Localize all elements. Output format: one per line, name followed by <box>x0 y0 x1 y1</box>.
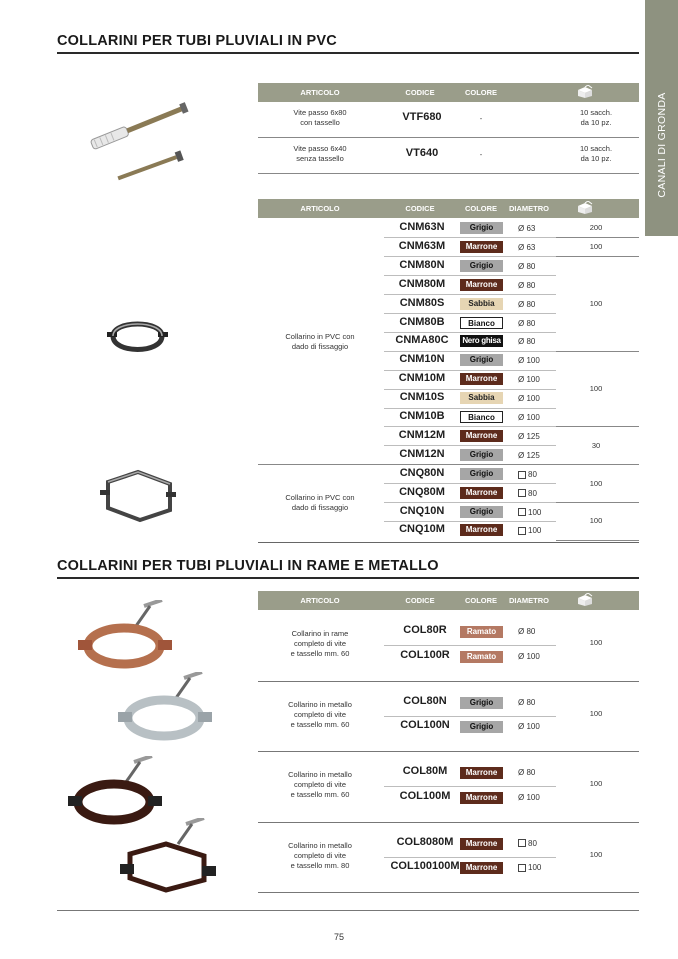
row-divider <box>258 681 639 682</box>
diameter-cell <box>518 508 541 517</box>
diameter-cell: Ø 63 <box>518 224 536 233</box>
table-header <box>258 591 639 610</box>
square-symbol <box>518 839 526 847</box>
color-badge: Marrone <box>460 279 503 291</box>
row-divider <box>384 275 556 276</box>
diameter-cell: Ø 80 <box>518 318 536 328</box>
package-qty: 100 <box>589 384 603 394</box>
row-divider <box>556 540 639 541</box>
qty-line: 10 sacch. <box>579 144 613 153</box>
row-divider <box>384 716 556 717</box>
desc-line: dado di fissaggio <box>291 341 349 351</box>
diameter-cell: Ø 100 <box>518 413 540 422</box>
square-symbol <box>518 489 526 497</box>
diameter-value: 100 <box>528 526 542 536</box>
diameter-cell: Ø 80 <box>518 299 536 309</box>
row-divider <box>384 408 556 409</box>
diameter-value: 80 <box>528 838 537 848</box>
row-divider <box>258 822 639 823</box>
diameter-cell: Ø 80 <box>518 768 536 777</box>
row-divider <box>384 237 556 238</box>
row-divider <box>556 502 639 503</box>
color-badge: Marrone <box>460 862 503 874</box>
table-header <box>258 83 639 102</box>
diameter-cell: Ø 80 <box>518 337 536 347</box>
desc-line: e tassello mm. 60 <box>290 719 350 729</box>
diameter-cell: Ø 100 <box>518 722 540 731</box>
diameter-cell: Ø 80 <box>518 627 536 636</box>
product-code: CNQ80M <box>399 485 445 498</box>
color-badge: Grigio <box>460 260 503 272</box>
package-qty <box>556 144 636 164</box>
row-divider <box>384 256 556 257</box>
diameter-cell: Ø 63 <box>518 242 536 252</box>
product-code: CNM80B <box>399 315 445 328</box>
desc-line: completo di vite <box>293 639 347 648</box>
box-icon <box>576 85 594 101</box>
brown-square-metal-collar-image <box>120 818 220 898</box>
package-qty: 100 <box>589 849 603 859</box>
row-divider <box>384 351 556 352</box>
box-icon <box>576 593 594 609</box>
qty-line: da 10 pz. <box>580 118 612 127</box>
row-divider <box>556 351 639 352</box>
header-colore: COLORE <box>464 204 498 213</box>
product-code: CNMA80C <box>395 334 449 347</box>
row-divider <box>258 137 639 138</box>
color-badge: Grigio <box>460 222 503 234</box>
product-code: CNM80M <box>398 277 446 290</box>
footer-rule <box>57 910 639 911</box>
color-badge: Bianco <box>460 317 503 329</box>
row-divider <box>258 892 639 893</box>
row-divider <box>384 521 556 522</box>
product-code: CNM10B <box>399 410 445 422</box>
desc-line: senza tassello <box>296 154 344 163</box>
diameter-cell <box>518 489 537 498</box>
product-code: COL100100M <box>390 860 460 872</box>
row-divider <box>258 173 639 174</box>
page-number: 75 <box>333 932 344 942</box>
row-divider <box>384 786 556 787</box>
row-divider <box>384 502 556 503</box>
box-icon <box>576 201 594 217</box>
diameter-cell <box>518 470 537 479</box>
product-code: COL80N <box>403 694 447 707</box>
header-codice: CODICE <box>405 596 435 605</box>
row-divider <box>384 445 556 446</box>
color-badge: Grigio <box>460 506 503 518</box>
group-description <box>258 332 382 352</box>
row-divider <box>556 256 639 257</box>
package-qty <box>556 108 636 128</box>
product-code: CNM10N <box>399 353 445 366</box>
row-divider <box>384 426 556 427</box>
product-code: CNM10S <box>399 391 445 404</box>
color-badge: Marrone <box>460 524 503 536</box>
package-qty: 100 <box>589 516 603 526</box>
row-divider <box>258 751 639 752</box>
header-diametro: DIAMETRO <box>509 204 549 213</box>
square-symbol <box>518 527 526 535</box>
diameter-cell: Ø 100 <box>518 356 540 366</box>
header-codice: CODICE <box>405 204 435 213</box>
article-description <box>258 144 382 164</box>
group-description <box>258 629 382 659</box>
row-divider <box>384 645 556 646</box>
header-colore: COLORE <box>464 596 498 605</box>
product-code: CNQ10M <box>399 523 445 536</box>
color-badge: Marrone <box>460 430 503 442</box>
section-title-pvc: COLLARINI PER TUBI PLUVIALI IN PVC <box>57 33 337 49</box>
diameter-cell: Ø 100 <box>518 651 540 661</box>
desc-line: Collarino in rame <box>291 629 349 638</box>
section-title-metal: COLLARINI PER TUBI PLUVIALI IN RAME E METALLO <box>57 558 439 574</box>
color-badge: Sabbia <box>460 298 503 310</box>
color-badge: Sabbia <box>460 392 503 404</box>
copper-collar-image <box>78 600 178 680</box>
pvc-square-collar-image <box>98 464 178 526</box>
product-code: CNQ10N <box>399 504 445 517</box>
color-badge: Grigio <box>460 697 503 709</box>
desc-line: Vite passo 6x40 <box>293 144 347 153</box>
diameter-value: 100 <box>528 507 542 517</box>
qty-line: 10 sacch. <box>579 108 613 117</box>
row-divider <box>384 483 556 484</box>
side-tab-label: CANALI DI GRONDA <box>655 92 668 198</box>
row-divider <box>384 294 556 295</box>
article-description <box>258 108 382 128</box>
package-qty: 30 <box>591 440 601 450</box>
desc-line: e tassello mm. 80 <box>290 860 350 870</box>
package-qty: 100 <box>589 779 603 788</box>
color-badge: Marrone <box>460 241 503 253</box>
square-symbol <box>518 508 526 516</box>
desc-line: dado di fissaggio <box>291 502 349 512</box>
product-code: CNQ80N <box>399 466 445 479</box>
desc-line: e tassello mm. 60 <box>290 790 350 799</box>
group-description <box>258 841 382 871</box>
desc-line: e tassello mm. 60 <box>290 649 350 658</box>
package-qty: 100 <box>589 478 603 488</box>
diameter-value: 80 <box>528 488 537 498</box>
row-divider <box>384 313 556 314</box>
color-badge: Bianco <box>460 411 503 423</box>
row-divider <box>384 332 556 333</box>
color-badge: Ramato <box>460 651 503 663</box>
diameter-cell: Ø 100 <box>518 394 540 404</box>
diameter-cell: Ø 80 <box>518 280 536 290</box>
diameter-cell <box>518 863 541 872</box>
color-badge: Marrone <box>460 373 503 385</box>
section-rule <box>57 577 639 579</box>
product-code: COL100N <box>400 719 450 731</box>
product-code: CNM80S <box>399 296 445 309</box>
header-colore: COLORE <box>464 88 498 97</box>
diameter-value: 100 <box>528 863 542 872</box>
desc-line: completo di vite <box>293 850 347 860</box>
package-qty: 200 <box>589 223 603 233</box>
header-codice: CODICE <box>405 88 435 97</box>
group-description <box>258 493 382 513</box>
product-code: CNM12N <box>399 447 445 460</box>
desc-line: Collarino in PVC con <box>285 331 355 341</box>
pvc-round-collar-image <box>105 314 170 364</box>
desc-line: Vite passo 6x80 <box>293 108 347 117</box>
row-divider <box>556 426 639 427</box>
qty-line: da 10 pz. <box>580 154 612 163</box>
desc-line: Collarino in metallo <box>288 840 352 850</box>
package-qty: 100 <box>589 299 603 309</box>
desc-line: completo di vite <box>293 780 347 789</box>
product-code: COL100R <box>400 648 450 661</box>
color-badge: Grigio <box>460 721 503 733</box>
product-code: VTF680 <box>402 111 442 123</box>
header-articolo: ARTICOLO <box>300 204 340 213</box>
row-divider <box>384 370 556 371</box>
row-divider <box>258 542 639 543</box>
header-articolo: ARTICOLO <box>300 88 340 97</box>
product-code: CNM63N <box>399 221 445 233</box>
color-badge: Marrone <box>460 838 503 850</box>
package-qty: 100 <box>589 708 603 718</box>
diameter-cell: Ø 125 <box>518 431 540 441</box>
desc-line: completo di vite <box>293 709 347 719</box>
product-code: CNM10M <box>398 372 446 385</box>
section-rule <box>57 52 639 54</box>
desc-line: Collarino in metallo <box>288 699 352 709</box>
square-symbol <box>518 471 526 479</box>
product-code: VT640 <box>405 147 439 159</box>
diameter-cell: Ø 100 <box>518 375 540 385</box>
package-qty: 100 <box>589 638 603 647</box>
product-code: COL80M <box>402 765 448 777</box>
row-divider <box>556 237 639 238</box>
package-qty: 100 <box>589 242 603 252</box>
diameter-cell <box>518 839 537 848</box>
header-articolo: ARTICOLO <box>300 596 340 605</box>
table-header <box>258 199 639 218</box>
row-divider <box>384 857 556 858</box>
row-divider <box>258 464 639 465</box>
product-code: COL8080M <box>396 835 454 848</box>
diameter-cell: Ø 100 <box>518 792 540 802</box>
product-code: CNM63M <box>398 239 446 252</box>
desc-line: Collarino in PVC con <box>285 492 355 502</box>
color-badge: Marrone <box>460 792 503 804</box>
color-badge: Grigio <box>460 468 503 480</box>
square-symbol <box>518 864 526 872</box>
row-divider <box>384 389 556 390</box>
diameter-cell: Ø 125 <box>518 450 540 460</box>
color-cell: - <box>479 114 483 123</box>
color-badge: Grigio <box>460 449 503 461</box>
desc-line: con tassello <box>300 118 340 127</box>
color-cell: - <box>479 150 483 159</box>
product-code: CNM12M <box>398 428 446 441</box>
diameter-cell <box>518 526 541 535</box>
group-description <box>258 770 382 800</box>
color-badge: Marrone <box>460 767 503 779</box>
product-code: COL100M <box>399 789 451 802</box>
diameter-value: 80 <box>528 469 537 479</box>
color-badge: Grigio <box>460 354 503 366</box>
group-description <box>258 700 382 730</box>
color-badge: Marrone <box>460 487 503 499</box>
diameter-cell: Ø 80 <box>518 697 536 707</box>
product-code: COL80R <box>403 624 447 636</box>
desc-line: Collarino in metallo <box>288 770 352 779</box>
header-diametro: DIAMETRO <box>509 596 549 605</box>
color-badge: Nero ghisa <box>460 335 503 347</box>
grey-metal-collar-image <box>118 672 218 752</box>
product-code: CNM80N <box>399 258 445 271</box>
screw-with-anchor-image <box>84 95 194 185</box>
diameter-cell: Ø 80 <box>518 261 536 271</box>
color-badge: Ramato <box>460 626 503 638</box>
